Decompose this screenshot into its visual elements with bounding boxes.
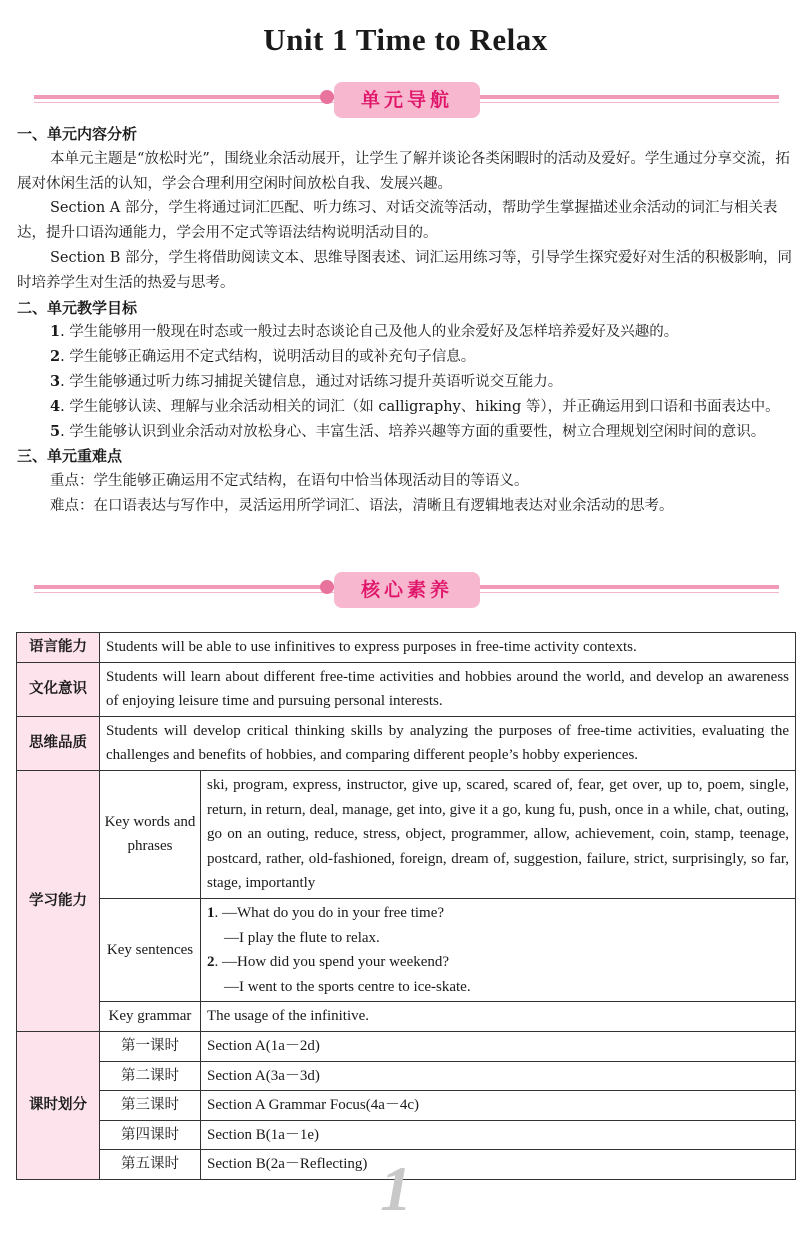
key-words-text: ski, program, express, instructor, give up, scared, scared of, fear, get over, up to, poem, single, return, in return, deal, manage, get into, give it a go, kung fu, push, once in a while, chat, outing, go on an outing, reduce, stress, object, programmer, allow, achievement, coin, stamp, teenage, postcard, rather, old-fashioned, foreign, dream of, suggestion, failure, strict, surprisingly, so far, stage, importantly (201, 770, 796, 898)
paragraph: Section B 部分，学生将借助阅读文本、思维导图表述、词汇运用练习等，引导学生探究爱好对生活的积极影响，同时培养学生对生活的热爱与思考。 (17, 249, 793, 291)
difficult-point: 难点：在口语表达与写作中，灵活运用所学词汇、语法，清晰且有逻辑地表达对业余活动的思考。 (50, 497, 674, 514)
goal-item: 4. 学生能够认读、理解与业余活动相关的词汇（如 calligraphy、hiking 等），并正确运用到口语和书面表达中。 (50, 397, 780, 415)
lesson-label: 第五课时 (100, 1150, 201, 1180)
goal-item: 5. 学生能够认识到业余活动对放松身心、丰富生活、培养兴趣等方面的重要性，树立合理规划空闲时间的意识。 (50, 422, 766, 440)
banner-unit-navigation (34, 82, 779, 122)
sentence-answer: —I play the flute to relax. (224, 929, 380, 946)
key-sentences (201, 898, 796, 1001)
row-label-learning: 学习能力 (17, 770, 100, 1031)
banner-core-competencies (34, 572, 779, 612)
banner-label: 单元导航 (334, 82, 480, 118)
banner-dot (320, 580, 334, 594)
table-row (17, 770, 796, 898)
table-row (17, 898, 796, 1001)
key-point: 重点：学生能够正确运用不定式结构，在语句中恰当体现活动目的等语义。 (50, 473, 529, 490)
row-label-schedule: 课时划分 (17, 1031, 100, 1179)
table-row (17, 1120, 796, 1150)
goal-item: 3. 学生能够通过听力练习捕捉关键信息，通过对话练习提升英语听说交互能力。 (50, 372, 563, 390)
paragraph: Section A 部分，学生将通过词汇匹配、听力练习、对话交流等活动，帮助学生掌握描述业余活动的词汇与相关表达，提升口语沟通能力，学会用不定式等语法结构说明活动目的。 (17, 200, 778, 242)
table-row (17, 1031, 796, 1061)
key-words-label: Key words and phrases (100, 770, 201, 898)
page-title: Unit 1 Time to Relax (263, 22, 548, 57)
lesson-content: Section B(2a－Reflecting) (201, 1150, 796, 1180)
goal-item: 2. 学生能够正确运用不定式结构，说明活动目的或补充句子信息。 (50, 348, 476, 366)
row-label-language: 语言能力 (17, 633, 100, 663)
sentence-answer: —I went to the sports centre to ice-skate. (224, 978, 471, 995)
lesson-label: 第三课时 (100, 1091, 201, 1121)
table-row (17, 716, 796, 770)
lesson-label: 第四课时 (100, 1120, 201, 1150)
row-label-culture: 文化意识 (17, 662, 100, 716)
table-row (17, 1091, 796, 1121)
key-sentences-label: Key sentences (100, 898, 201, 1001)
banner-label: 核心素养 (334, 572, 480, 608)
banner-dot (320, 90, 334, 104)
paragraph: 本单元主题是“放松时光”，围绕业余活动展开，让学生了解并谈论各类闲暇时的活动及爱好。学生通过分享交流，拓展对休闲生活的认知，学会合理利用空闲时间放松自我、发展兴趣。 (17, 150, 790, 192)
table-row (17, 662, 796, 716)
table-row (17, 633, 796, 663)
table-row (17, 1061, 796, 1091)
table-row (17, 1002, 796, 1032)
key-grammar-text: The usage of the infinitive. (201, 1002, 796, 1032)
thinking-text: Students will develop critical thinking skills by analyzing the purposes of free-time activities, evaluating the challenges and benefits of hobbies, and comparing different people’s hobby experiences. (100, 716, 796, 770)
page-number: 1 (380, 1153, 412, 1224)
lesson-content: Section A(3a－3d) (201, 1061, 796, 1091)
section-heading: 三、单元重难点 (17, 447, 123, 466)
lesson-content: Section A(1a－2d) (201, 1031, 796, 1061)
section-heading: 一、单元内容分析 (17, 125, 138, 143)
competency-table (16, 632, 796, 1180)
lesson-label: 第二课时 (100, 1061, 201, 1091)
lesson-content: Section A Grammar Focus(4a－4c) (201, 1091, 796, 1121)
section-heading: 二、单元教学目标 (17, 298, 138, 317)
goal-item: 1. 学生能够用一般现在时态或一般过去时态谈论自己及他人的业余爱好及怎样培养爱好及兴趣的。 (50, 323, 679, 341)
language-text: Students will be able to use infinitives to express purposes in free-time activity contexts. (100, 633, 796, 663)
lesson-content: Section B(1a－1e) (201, 1120, 796, 1150)
culture-text: Students will learn about different free-time activities and hobbies around the world, and develop an awareness of enjoying leisure time and pursuing personal interests. (100, 662, 796, 716)
sentence-question: 1. —What do you do in your free time? (207, 904, 445, 921)
row-label-thinking: 思维品质 (17, 716, 100, 770)
lesson-label: 第一课时 (100, 1031, 201, 1061)
key-grammar-label: Key grammar (100, 1002, 201, 1032)
sentence-question: 2. —How did you spend your weekend? (207, 954, 450, 971)
unit-navigation-content (17, 122, 795, 519)
